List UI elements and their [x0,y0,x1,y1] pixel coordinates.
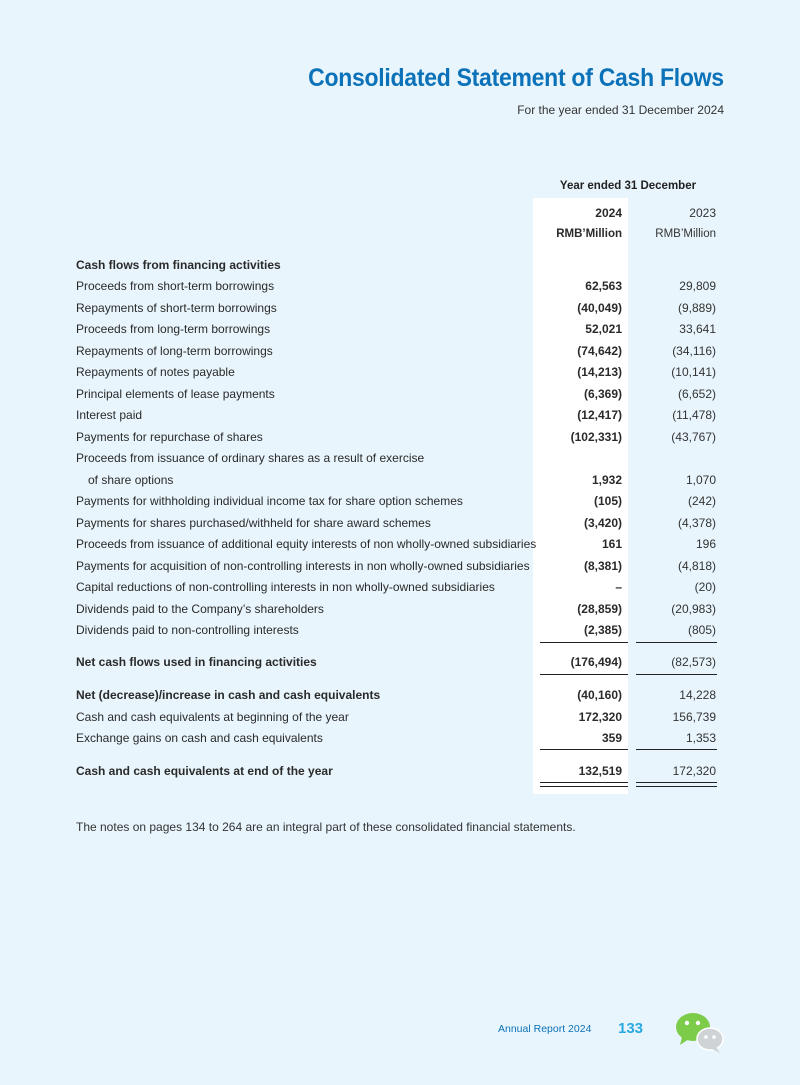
value-2023: (43,767) [671,430,716,444]
row-label: Cash and cash equivalents at end of the year [76,764,333,778]
value-2024: 132,519 [578,764,622,778]
value-2024: (40,049) [577,301,622,315]
exchange-gains-row [76,728,726,749]
value-2024: (176,494) [570,655,622,669]
row-label: Proceeds from issuance of ordinary shares as a result of exercise [76,451,425,465]
value-2024: (6,369) [583,387,622,401]
footnote: The notes on pages 134 to 264 are an integral part of these consolidated financial statements. [76,820,576,834]
row-label: Principal elements of lease payments [76,387,275,401]
row-label: Dividends paid to the Company’s shareholders [76,602,324,616]
value-2024: (8,381) [583,559,622,573]
value-2024: (3,420) [583,516,622,530]
value-2023: (4,818) [677,559,716,573]
value-2024: (2,385) [583,623,622,637]
value-2024: – [615,580,622,594]
value-2024: 62,563 [585,279,622,293]
value-2023: (6,652) [677,387,716,401]
row-label: Dividends paid to non-controlling interests [76,623,299,637]
value-2024: 172,320 [578,710,622,724]
value-2023: 33,641 [679,322,716,336]
value-2024: (12,417) [577,408,622,422]
table-row [76,276,726,297]
table-row [76,513,726,534]
table-row [76,405,726,426]
table-row [76,534,726,555]
row-label: of share options [88,473,174,487]
value-2024: 52,021 [585,322,622,336]
subtotal-rule-2024 [540,642,628,643]
row-label: Payments for acquisition of non-controlling interests in non wholly-owned subsidiaries [76,559,530,573]
table-row [76,577,726,598]
net-change-row [76,685,726,706]
row-label: Payments for repurchase of shares [76,430,263,444]
table-row [76,620,726,641]
value-2024: (14,213) [577,365,622,379]
subtotal-rule-2023 [636,642,717,643]
table-row [76,341,726,362]
value-2024: (74,642) [577,344,622,358]
row-label: Capital reductions of non-controlling interests in non wholly-owned subsidiaries [76,580,495,594]
table-row [76,491,726,512]
table-row [76,599,726,620]
row-label: Proceeds from long-term borrowings [76,322,271,336]
row-label: Repayments of long-term borrowings [76,344,273,358]
value-2023: 156,739 [672,710,716,724]
row-label: Net (decrease)/increase in cash and cash equivalents [76,688,381,702]
row-label: Payments for withholding individual income tax for share option schemes [76,494,463,508]
end-subtotal-rule-2024 [540,749,628,750]
page-number: 133 [618,1020,644,1037]
row-label: Exchange gains on cash and cash equivalents [76,731,323,745]
wechat-logo-icon [674,1010,726,1054]
value-2023: 1,353 [685,731,716,745]
period-header: Year ended 31 December [559,180,697,192]
value-2023: (10,141) [671,365,716,379]
page-subtitle: For the year ended 31 December 2024 [517,103,724,117]
row-label: Repayments of notes payable [76,365,235,379]
table-row [76,384,726,405]
row-label: Cash and cash equivalents at beginning of the year [76,710,349,724]
row-label: Repayments of short-term borrowings [76,301,277,315]
row-label: Net cash flows used in financing activities [76,655,317,669]
value-2024: (28,859) [577,602,622,616]
value-2023: (4,378) [677,516,716,530]
row-label: Interest paid [76,408,143,422]
net-financing-row [76,652,726,673]
value-2023: 196 [695,537,716,551]
double-underline-2024 [540,782,628,787]
end-of-year-cash-row [76,761,726,782]
table-row [76,470,726,491]
value-2024: (105) [593,494,622,508]
value-2023: (9,889) [677,301,716,315]
value-2024: 359 [601,731,622,745]
column-unit-2024: RMB’Million [556,228,622,240]
row-label: Payments for shares purchased/withheld for share award schemes [76,516,431,530]
table-row [76,556,726,577]
value-2023: 14,228 [679,688,716,702]
value-2023: (20) [694,580,716,594]
value-2024: 1,932 [591,473,622,487]
value-2024: 161 [601,537,622,551]
section-label: Cash flows from financing activities [76,258,281,272]
table-row [76,319,726,340]
column-year-2023: 2023 [689,206,716,220]
footer-report-name: Annual Report 2024 [498,1023,592,1035]
total-rule-2023 [636,674,717,675]
column-year-2024: 2024 [595,206,622,220]
total-rule-2024 [540,674,628,675]
row-label: Proceeds from issuance of additional equity interests of non wholly-owned subsidiaries [76,537,537,551]
section-heading-financing [76,255,726,276]
row-label: Proceeds from short-term borrowings [76,279,275,293]
table-row [76,448,726,469]
value-2023: 29,809 [679,279,716,293]
beginning-cash-row [76,707,726,728]
value-2023: 172,320 [672,764,716,778]
value-2023: 1,070 [685,473,716,487]
value-2023: (11,478) [672,408,716,422]
end-subtotal-rule-2023 [636,749,717,750]
table-row [76,298,726,319]
value-2023: (82,573) [671,655,716,669]
value-2023: (20,983) [671,602,716,616]
value-2023: (34,116) [672,344,716,358]
value-2023: (242) [687,494,716,508]
table-row [76,362,726,383]
table-row [76,427,726,448]
value-2024: (40,160) [577,688,622,702]
page-title: Consolidated Statement of Cash Flows [308,64,724,92]
value-2024: (102,331) [570,430,622,444]
value-2023: (805) [687,623,716,637]
column-unit-2023: RMB’Million [655,228,716,240]
double-underline-2023 [636,782,717,787]
